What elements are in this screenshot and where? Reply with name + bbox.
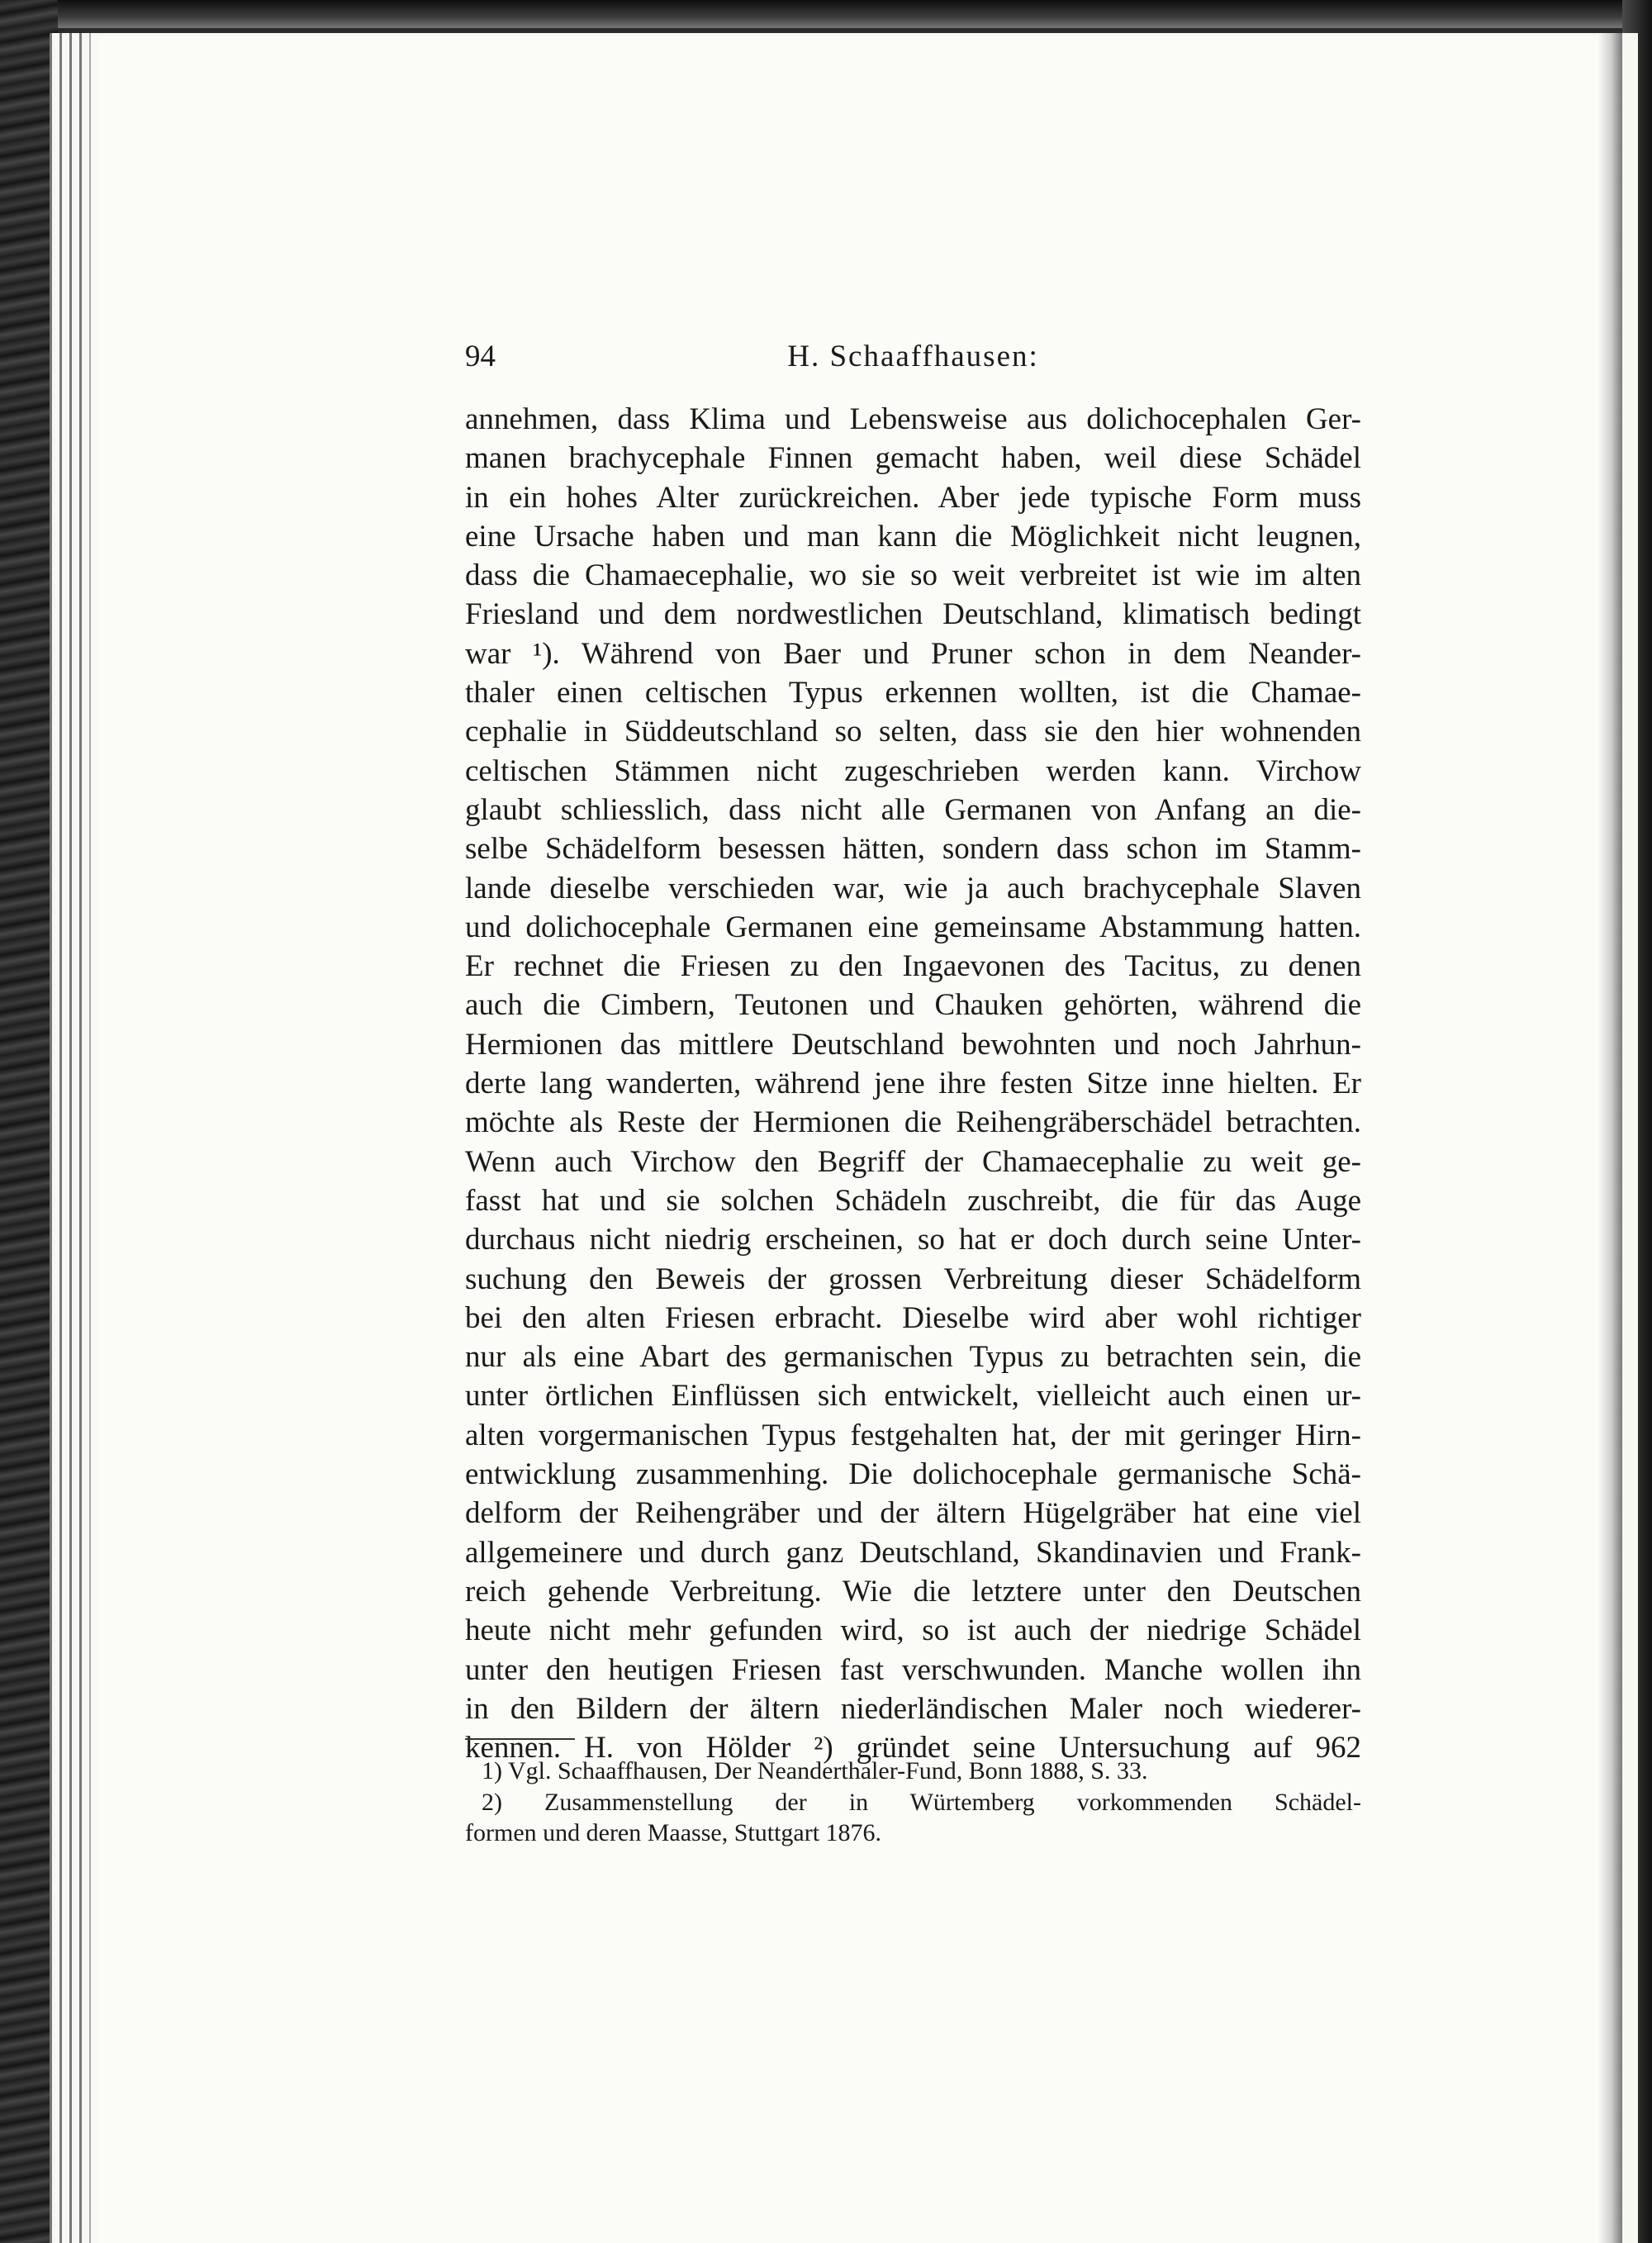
text-line: entwicklung zusammenhing. Die dolichocephale germanische Schä- bbox=[465, 1457, 1361, 1492]
text-line: durchaus nicht niedrig erscheinen, so hat er doch durch seine Unter- bbox=[465, 1223, 1361, 1257]
text-line: in den Bildern der ältern niederländischen Maler noch wiederer- bbox=[465, 1691, 1361, 1726]
text-line: war ¹). Während von Baer und Pruner schon in dem Neander- bbox=[465, 636, 1361, 671]
text-line: eine Ursache haben und man kann die Möglichkeit nicht leugnen, bbox=[465, 519, 1361, 554]
text-line: unter örtlichen Einflüssen sich entwickelt, vielleicht auch einen ur- bbox=[465, 1379, 1361, 1414]
text-line: kennen. H. von Hölder ²) gründet seine Untersuchung auf 962 bbox=[465, 1731, 1361, 1765]
text-line: alten vorgermanischen Typus festgehalten hat, der mit geringer Hirn- bbox=[465, 1418, 1361, 1452]
footnote-rule bbox=[465, 1738, 575, 1740]
text-line: delform der Reihengräber und der ältern Hügelgräber hat eine viel bbox=[465, 1496, 1361, 1531]
text-line: manen brachycephale Finnen gemacht haben, weil diese Schädel bbox=[465, 441, 1361, 476]
text-line: thaler einen celtischen Typus erkennen wollten, ist die Chamae- bbox=[465, 676, 1361, 710]
body-text bbox=[465, 400, 1361, 1767]
text-line: dass die Chamaecephalie, wo sie so weit verbreitet ist wie im alten bbox=[465, 558, 1361, 593]
text-line: reich gehende Verbreitung. Wie die letztere unter den Deutschen bbox=[465, 1574, 1361, 1609]
text-line: möchte als Reste der Hermionen die Reihengräberschädel betrachten. bbox=[465, 1105, 1361, 1140]
text-line: Wenn auch Virchow den Begriff der Chamaecephalie zu weit ge- bbox=[465, 1144, 1361, 1179]
text-line: glaubt schliesslich, dass nicht alle Germanen von Anfang an die- bbox=[465, 792, 1361, 827]
text-line: fasst hat und sie solchen Schädeln zuschreibt, die für das Auge bbox=[465, 1183, 1361, 1218]
book-top-edge bbox=[0, 0, 1652, 28]
text-line: selbe Schädelform besessen hätten, sondern dass schon im Stamm- bbox=[465, 832, 1361, 867]
text-line: Friesland und dem nordwestlichen Deutschland, klimatisch bedingt bbox=[465, 597, 1361, 632]
text-line: suchung den Beweis der grossen Verbreitung dieser Schädelform bbox=[465, 1262, 1361, 1296]
text-line: celtischen Stämmen nicht zugeschrieben werden kann. Virchow bbox=[465, 753, 1361, 788]
footnote-2: 2) Zusammenstellung der in Würtemberg vorkommenden Schädel- bbox=[482, 1788, 1361, 1816]
text-line: heute nicht mehr gefunden wird, so ist auch der niedrige Schädel bbox=[465, 1613, 1361, 1648]
footnote-1: 1) Vgl. Schaaffhausen, Der Neanderthaler-Fund, Bonn 1888, S. 33. bbox=[482, 1757, 1148, 1784]
text-line: lande dieselbe verschieden war, wie ja auch brachycephale Slaven bbox=[465, 871, 1361, 905]
page-gutter bbox=[1597, 33, 1622, 2243]
text-line: nur als eine Abart des germanischen Typus zu betrachten sein, die bbox=[465, 1340, 1361, 1375]
header-author: H. Schaaffhausen: bbox=[787, 340, 1039, 373]
text-line: Er rechnet die Friesen zu den Ingaevonen des Tacitus, zu denen bbox=[465, 949, 1361, 984]
running-head bbox=[465, 339, 1361, 380]
text-line: annehmen, dass Klima und Lebensweise aus dolichocephalen Ger- bbox=[465, 402, 1361, 436]
footnote-2-continued: formen und deren Maasse, Stuttgart 1876. bbox=[465, 1819, 882, 1846]
text-line: derte lang wanderten, während jene ihre festen Sitze inne hielten. Er bbox=[465, 1067, 1361, 1101]
page-number: 94 bbox=[465, 340, 496, 373]
text-line: in ein hohes Alter zurückreichen. Aber jede typische Form muss bbox=[465, 480, 1361, 515]
text-line: Hermionen das mittlere Deutschland bewohnten und noch Jahrhun- bbox=[465, 1027, 1361, 1062]
text-line: unter den heutigen Friesen fast verschwunden. Manche wollen ihn bbox=[465, 1652, 1361, 1687]
text-line: allgemeinere und durch ganz Deutschland, Skandinavien und Frank- bbox=[465, 1535, 1361, 1570]
text-line: bei den alten Friesen erbracht. Dieselbe wird aber wohl richtiger bbox=[465, 1300, 1361, 1335]
text-line: cephalie in Süddeutschland so selten, dass sie den hier wohnenden bbox=[465, 715, 1361, 749]
text-line: auch die Cimbern, Teutonen und Chauken gehörten, während die bbox=[465, 988, 1361, 1023]
footnotes bbox=[465, 1756, 1361, 1849]
text-line: und dolichocephale Germanen eine gemeinsame Abstammung hatten. bbox=[465, 910, 1361, 944]
